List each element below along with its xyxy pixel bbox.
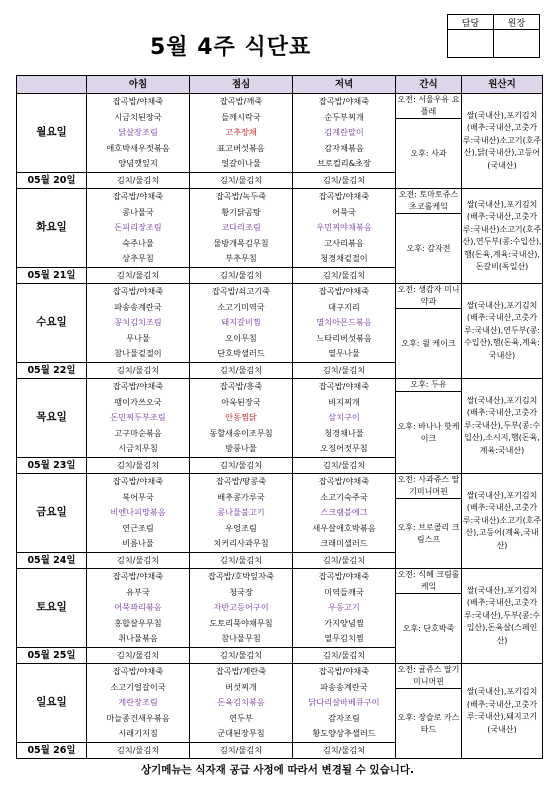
menu-item: 우민찌야채볶음 [316, 222, 372, 232]
menu-item: 꽁치김치조림 [114, 317, 162, 327]
menu-item: 열무나물 [328, 348, 360, 358]
snack-pm: 오후: 단호박죽 [396, 594, 462, 664]
menu-item: 감자조림 [328, 712, 360, 723]
menu-item: 유부국 [126, 586, 150, 597]
day-row [17, 664, 543, 689]
menu-item: 코다리조림 [221, 222, 261, 232]
menu-item: 계란장조림 [118, 697, 158, 707]
day-row [17, 474, 543, 499]
menu-item: 양념깻잎지 [118, 158, 158, 168]
menu-item: 잡곡밥/호박잎자죽 [207, 571, 275, 581]
menu-item: 돈피리장조림 [114, 222, 162, 232]
menu-item: 청경채겉절이 [320, 253, 368, 263]
menu-item: 닭다리살바베큐구이 [308, 697, 380, 707]
menu-item: 시금치무침 [118, 443, 158, 453]
breakfast-cell [87, 379, 190, 458]
menu-item: 돈육김치볶음 [217, 697, 265, 707]
day-label: 월요일 [17, 94, 87, 173]
lunch-cell [190, 474, 293, 553]
day-row [17, 379, 543, 392]
snack-am: 오전: 생감자 미니약과 [396, 284, 462, 309]
menu-item: 순두부찌개 [324, 111, 364, 122]
dinner-cell [293, 94, 396, 173]
kimchi-cell: 김치/물김치 [293, 647, 396, 664]
kimchi-cell: 김치/물김치 [293, 552, 396, 569]
menu-item: 버섯찌개 [225, 681, 257, 692]
lunch-cell [190, 284, 293, 363]
menu-item: 어묵꽈리볶음 [114, 602, 162, 612]
lunch-cell [190, 379, 293, 458]
menu-item: 크래미샐러드 [320, 538, 368, 548]
kimchi-cell: 김치/물김치 [190, 267, 293, 284]
kimchi-cell: 김치/물김치 [87, 552, 190, 569]
breakfast-cell [87, 664, 190, 743]
kimchi-cell: 김치/물김치 [87, 647, 190, 664]
menu-item: 잡곡밥/야채죽 [318, 571, 370, 581]
menu-item: 오징어젓무침 [320, 443, 368, 453]
menu-item: 잡곡밥/땅콩죽 [215, 476, 267, 486]
date-label: 05월 25일 [17, 647, 87, 664]
snack-am: 오전: 식혜 크림롤케잌 [396, 569, 462, 594]
origin-cell: 쌀(국내산),포기김치(배추:국내산,고춧가루:국내산),돼지고기(국내산) [462, 664, 543, 759]
menu-item: 동할새송이조무침 [209, 427, 273, 438]
kimchi-cell: 김치/물김치 [293, 172, 396, 189]
menu-item: 단호박샐러드 [217, 348, 265, 358]
menu-item: 비지찌개 [328, 396, 360, 407]
menu-item: 잡곡밥/야채죽 [112, 571, 164, 581]
menu-item: 아욱된장국 [221, 396, 261, 407]
approval-label-director: 원장 [494, 15, 540, 30]
menu-item: 무나물 [126, 332, 150, 343]
menu-item: 김계란말이 [324, 127, 364, 137]
menu-item: 소고기얼갈이국 [110, 681, 166, 692]
menu-item: 도토리묵야채무침 [209, 617, 273, 628]
menu-item: 참나물겉절이 [114, 348, 162, 358]
menu-item: 군대된장무침 [217, 728, 265, 738]
menu-item: 연근조림 [122, 522, 154, 533]
menu-item: 고사리볶음 [324, 237, 364, 248]
day-label: 토요일 [17, 569, 87, 648]
snack-pm: 오후: 사과 [396, 119, 462, 189]
day-row [17, 284, 543, 309]
menu-item: 잡곡밥/야채죽 [318, 666, 370, 676]
header-day [17, 76, 87, 94]
menu-item: 부추무침 [225, 253, 257, 263]
kimchi-cell: 김치/물김치 [293, 362, 396, 379]
menu-item: 잡곡밥/깨죽 [219, 96, 263, 106]
kimchi-cell: 김치/물김치 [87, 457, 190, 474]
kimchi-cell: 김치/물김치 [190, 552, 293, 569]
menu-item: 비엔나피망볶음 [110, 507, 166, 517]
menu-item: 표고버섯볶음 [217, 142, 265, 153]
menu-item: 배추콩가루국 [217, 491, 265, 502]
menu-item: 상추무침 [122, 253, 154, 263]
menu-item: 시금치된장국 [114, 111, 162, 122]
kimchi-cell: 김치/물김치 [190, 172, 293, 189]
header-snack: 간식 [396, 76, 462, 94]
menu-item: 삼치구이 [328, 412, 360, 422]
menu-item: 황기닭곰탕 [221, 206, 261, 217]
breakfast-cell [87, 474, 190, 553]
menu-item: 숙주나물 [122, 237, 154, 248]
menu-item: 가지양념찜 [324, 617, 364, 628]
lunch-cell [190, 664, 293, 743]
page-title: 5월 4주 식단표 [150, 35, 312, 60]
date-label: 05월 21일 [17, 267, 87, 284]
kimchi-cell: 김치/물김치 [293, 457, 396, 474]
menu-item: 스크램블에그 [320, 507, 368, 517]
menu-item: 잡곡밥/계란죽 [215, 666, 267, 676]
menu-item: 잡곡밥/야채죽 [112, 191, 164, 201]
menu-item: 안동찜닭 [225, 412, 257, 422]
kimchi-cell: 김치/물김치 [190, 457, 293, 474]
snack-pm: 오후: 바나나 핫케이크 [396, 392, 462, 474]
menu-item: 잡곡밥/야채죽 [112, 381, 164, 391]
kimchi-cell: 김치/물김치 [87, 742, 190, 759]
lunch-cell [190, 569, 293, 648]
day-label: 금요일 [17, 474, 87, 553]
date-label: 05월 26일 [17, 742, 87, 759]
kimchi-cell: 김치/물김치 [87, 172, 190, 189]
breakfast-cell [87, 189, 190, 268]
lunch-cell [190, 94, 293, 173]
kimchi-cell: 김치/물김치 [293, 742, 396, 759]
snack-pm: 오후: 감자전 [396, 214, 462, 284]
menu-item: 북어무국 [122, 491, 154, 502]
day-row [17, 569, 543, 594]
menu-item: 비름나물 [122, 538, 154, 548]
snack-pm: 오후: 장슬로 카스타드 [396, 689, 462, 759]
header-dinner: 저녁 [293, 76, 396, 94]
menu-item: 콩나물불고기 [217, 507, 265, 517]
snack-am: 오전: 서울우유 요플레 [396, 94, 462, 119]
day-label: 목요일 [17, 379, 87, 458]
dinner-cell [293, 189, 396, 268]
menu-item: 잡곡밥/야채죽 [318, 191, 370, 201]
menu-item: 치커리사과무침 [213, 538, 269, 548]
kimchi-cell: 김치/물김치 [87, 362, 190, 379]
menu-item: 콩나물국 [122, 206, 154, 217]
menu-item: 오이무침 [225, 332, 257, 343]
meal-table [16, 75, 543, 759]
menu-item: 참나물무침 [221, 633, 261, 643]
kimchi-cell: 김치/물김치 [87, 267, 190, 284]
snack-am: 오전: 사과쥬스 딸기미니머핀 [396, 474, 462, 499]
snack-am: 오전: 토마토쥬스 초코롤케잌 [396, 189, 462, 214]
menu-item: 돼지갈비찜 [221, 317, 261, 327]
menu-item: 물방개목김무침 [213, 237, 269, 248]
menu-item: 잡곡밥/야채죽 [112, 666, 164, 676]
snack-pm: 오후: 윌 케이크 [396, 309, 462, 379]
origin-cell: 쌀(국내산),포기김치(배추:국내산,고춧가루:국내산),두부(콩:수입산),소시지,햄(돈육,계육:국내산) [462, 379, 543, 474]
breakfast-cell [87, 94, 190, 173]
menu-item: 미역들깨국 [324, 586, 364, 597]
menu-item: 어묵국 [332, 206, 356, 217]
approval-label-staff: 담당 [448, 15, 494, 30]
menu-item: 파송송계란국 [114, 301, 162, 312]
menu-item: 대구지리 [328, 301, 360, 312]
menu-item: 브로컬리&초장 [317, 158, 371, 168]
approval-sign-staff [448, 30, 494, 58]
menu-item: 돈민찌두부조림 [110, 412, 166, 422]
menu-item: 잡곡밥/흥죽 [219, 381, 263, 391]
menu-item: 취나물볶음 [118, 633, 158, 643]
menu-item: 잡곡밥/야채죽 [318, 96, 370, 106]
menu-item: 애호박새우젓볶음 [106, 142, 170, 153]
kimchi-cell: 김치/물김치 [190, 742, 293, 759]
menu-item: 얼갈이나물 [221, 158, 261, 168]
menu-item: 소고기미역국 [217, 301, 265, 312]
menu-item: 자반고등어구이 [213, 602, 269, 612]
lunch-cell [190, 189, 293, 268]
menu-item: 파송송계란국 [320, 681, 368, 692]
date-label: 05월 24일 [17, 552, 87, 569]
date-label: 05월 20일 [17, 172, 87, 189]
kimchi-cell: 김치/물김치 [190, 362, 293, 379]
menu-item: 잡곡밥/야채죽 [112, 286, 164, 296]
dinner-cell [293, 569, 396, 648]
kimchi-cell: 김치/물김치 [293, 267, 396, 284]
approval-sign-director [494, 30, 540, 58]
menu-item: 연두부 [229, 712, 253, 723]
menu-item: 소고기숙주국 [320, 491, 368, 502]
menu-item: 우엉조림 [225, 522, 257, 533]
approval-box [447, 14, 540, 58]
origin-cell: 쌀(국내산),포기김치(배추:국내산,고춧가루:국내산)소고기(호주산),연두부(콩:수입산),햄(돈육,계육:국내산),돈갈비(독일산) [462, 189, 543, 284]
menu-item: 열무김치찜 [324, 633, 364, 643]
dinner-cell [293, 664, 396, 743]
menu-item: 새우살애호박볶음 [312, 522, 376, 533]
kimchi-cell: 김치/물김치 [190, 647, 293, 664]
origin-cell: 쌀(국내산),포기김치(배추:국내산,고춧가루:국내산)소고기(호주산),고등어(계육,국내산) [462, 474, 543, 569]
dinner-cell [293, 379, 396, 458]
menu-item: 잡곡밥/야채죽 [318, 476, 370, 486]
header-row [17, 76, 543, 94]
menu-item: 황도양상추샐러드 [312, 728, 376, 738]
menu-item: 닭살장조림 [118, 127, 158, 137]
menu-item: 감자채볶음 [324, 142, 364, 153]
menu-item: 우동고기 [328, 602, 360, 612]
origin-cell: 쌀(국내산),포기김치(배추:국내산,고춧가루:국내산),두부(콩:수입산),돈육살(스페인산) [462, 569, 543, 664]
day-label: 화요일 [17, 189, 87, 268]
snack-pm: 오후: 브로콜리 크림스프 [396, 499, 462, 569]
origin-cell: 쌀(국내산),포기김치(배추:국내산,고춧가루:국내산)소고기(호주산),닭(국내산),고등어(국내산) [462, 94, 543, 189]
menu-item: 잡곡밥/야채죽 [318, 381, 370, 391]
menu-item: 팽이가쓰오국 [114, 396, 162, 407]
menu-item: 고구마순볶음 [114, 427, 162, 438]
day-row [17, 94, 543, 119]
menu-item: 마늘종건새우볶음 [106, 712, 170, 723]
menu-item: 청국장 [229, 586, 253, 597]
date-label: 05월 22일 [17, 362, 87, 379]
snack-am: 오후: 두유 [396, 379, 462, 392]
menu-item: 방풍나물 [225, 443, 257, 453]
origin-cell: 쌀(국내산),포기김치(배추:국내산,고춧가루:국내산),연두부(콩:수입산),햄(돈육,계육:국내산) [462, 284, 543, 379]
menu-item: 잡곡밥/야채죽 [318, 286, 370, 296]
header-breakfast: 아침 [87, 76, 190, 94]
menu-item: 청경채나물 [324, 427, 364, 438]
day-label: 수요일 [17, 284, 87, 363]
menu-item: 잡곡밥/녹두죽 [215, 191, 267, 201]
menu-item: 멸치아몬드볶음 [316, 317, 372, 327]
footer-note: 상기메뉴는 식자재 공급 사정에 따라서 변경될 수 있습니다. [140, 764, 414, 776]
snack-am: 오전: 귤쥬스 딸기미니머핀 [396, 664, 462, 689]
dinner-cell [293, 474, 396, 553]
dinner-cell [293, 284, 396, 363]
day-label: 일요일 [17, 664, 87, 743]
menu-item: 잡곡밥/쇠고기죽 [211, 286, 271, 296]
breakfast-cell [87, 284, 190, 363]
menu-item: 시래기지짐 [118, 728, 158, 738]
day-row [17, 189, 543, 214]
menu-item: 느타리버섯볶음 [316, 332, 372, 343]
header-lunch: 점심 [190, 76, 293, 94]
date-label: 05월 23일 [17, 457, 87, 474]
menu-item: 잡곡밥/야채죽 [112, 96, 164, 106]
menu-item: 잡곡밥/야채죽 [112, 476, 164, 486]
menu-item: 들깨시락국 [221, 111, 261, 122]
menu-item: 고추장채 [225, 127, 257, 137]
breakfast-cell [87, 569, 190, 648]
menu-item: 홍합살우무침 [114, 617, 162, 628]
header-origin: 원산지 [462, 76, 543, 94]
